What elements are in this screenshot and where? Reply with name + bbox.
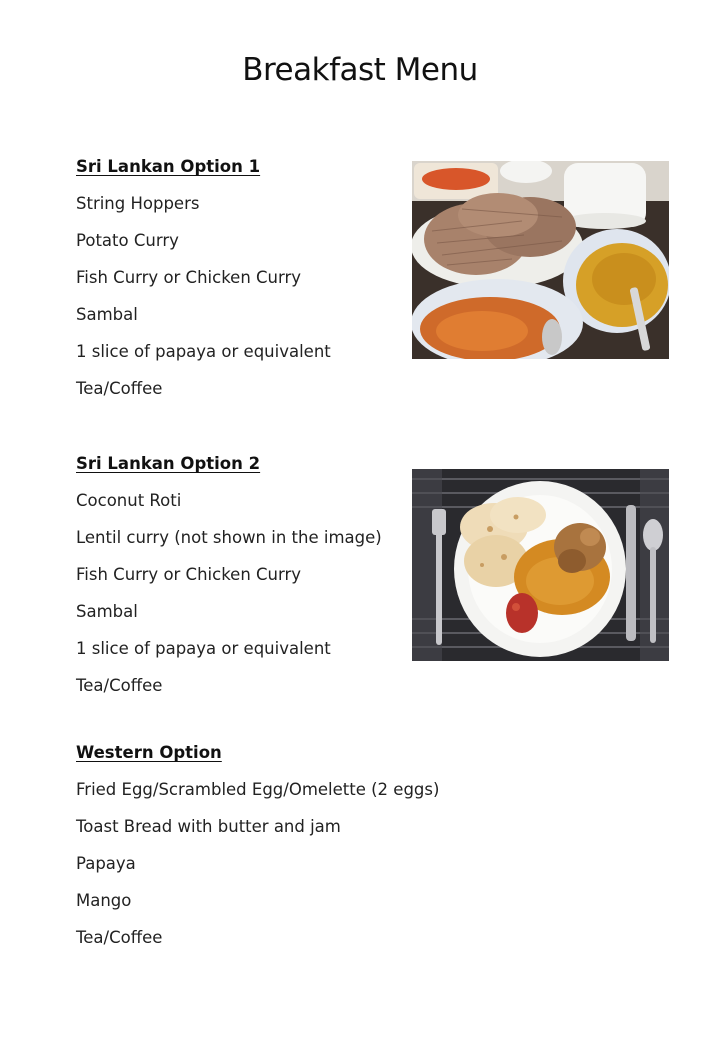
menu-item: Toast Bread with butter and jam bbox=[76, 817, 341, 836]
menu-item: Mango bbox=[76, 891, 132, 910]
menu-item: Tea/Coffee bbox=[76, 676, 163, 695]
page-title: Breakfast Menu bbox=[242, 52, 478, 88]
menu-item-list bbox=[76, 779, 476, 964]
menu-item: Tea/Coffee bbox=[76, 928, 163, 947]
menu-section-sri-lankan-option-1 bbox=[76, 156, 406, 415]
menu-item: Sambal bbox=[76, 305, 138, 324]
menu-item: Lentil curry (not shown in the image) bbox=[76, 528, 382, 547]
menu-item-list bbox=[76, 193, 406, 415]
menu-item: 1 slice of papaya or equivalent bbox=[76, 639, 331, 658]
menu-item: Sambal bbox=[76, 602, 138, 621]
menu-item: 1 slice of papaya or equivalent bbox=[76, 342, 331, 361]
menu-item: Fish Curry or Chicken Curry bbox=[76, 268, 302, 287]
section-heading: Sri Lankan Option 2 bbox=[76, 454, 261, 473]
menu-item: Papaya bbox=[76, 854, 136, 873]
menu-item: Fried Egg/Scrambled Egg/Omelette (2 eggs) bbox=[76, 780, 440, 799]
section-heading: Western Option bbox=[76, 743, 222, 762]
menu-item: Coconut Roti bbox=[76, 491, 182, 510]
menu-item-list bbox=[76, 490, 406, 712]
menu-item: Potato Curry bbox=[76, 231, 179, 250]
menu-section-sri-lankan-option-2 bbox=[76, 453, 406, 712]
coconut-roti-photo bbox=[412, 469, 669, 661]
menu-item: Tea/Coffee bbox=[76, 379, 163, 398]
string-hoppers-photo bbox=[412, 161, 669, 359]
section-heading: Sri Lankan Option 1 bbox=[76, 157, 261, 176]
menu-section-western-option bbox=[76, 742, 476, 964]
menu-item: String Hoppers bbox=[76, 194, 200, 213]
menu-item: Fish Curry or Chicken Curry bbox=[76, 565, 302, 584]
